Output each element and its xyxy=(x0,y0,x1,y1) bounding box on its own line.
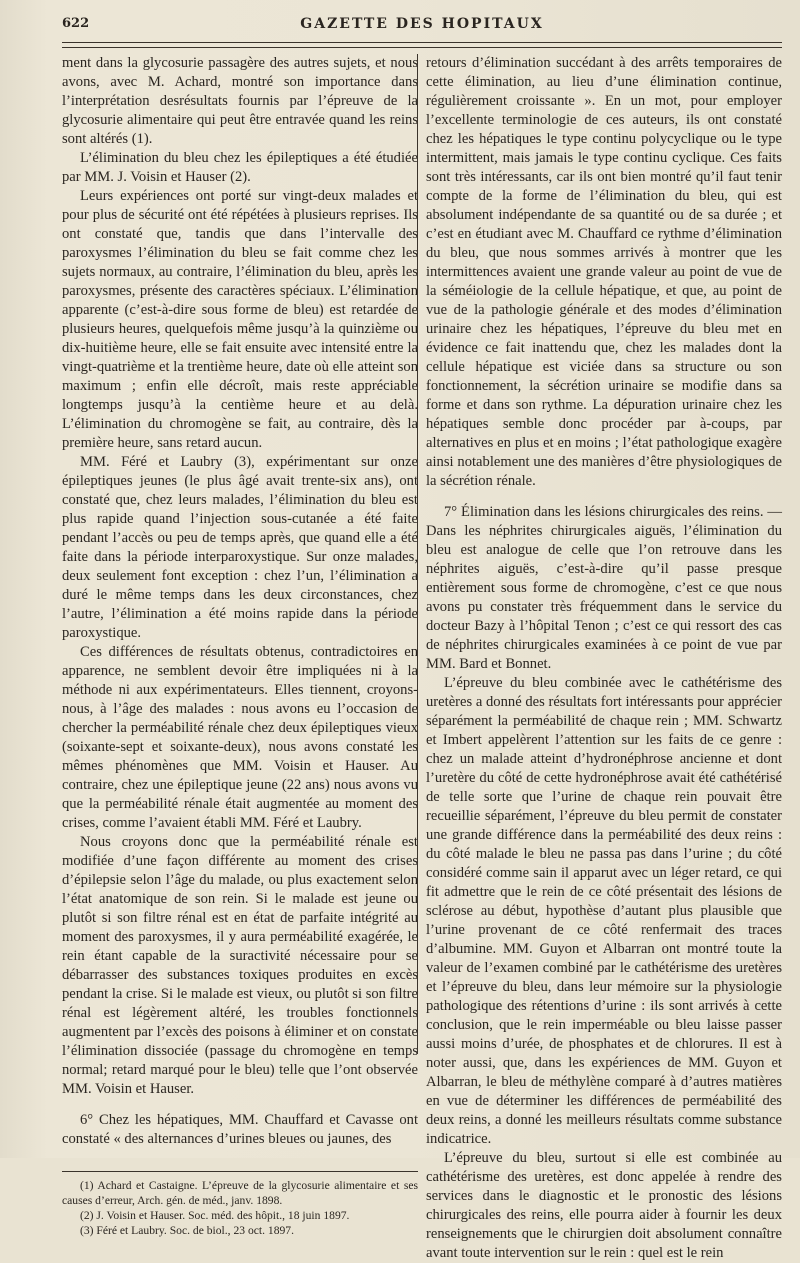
footnote: (1) Achard et Castaigne. L’épreuve de la glycosurie alimentaire et ses causes d’erreur, Arch. gén. de méd., janv. 1898. xyxy=(62,1179,418,1207)
header-rule xyxy=(62,42,782,43)
right-column xyxy=(426,54,782,1263)
column-divider xyxy=(417,54,418,1054)
paragraph: Ces différences de résultats obtenus, contradictoires en apparence, ne semblent devoir être impliquées ni à la méthode ni aux expérimentateurs. Elles tiennent, croyons-nous, à l’âge des malades : nous avons eu l’occasion de chercher la perméabilité rénale chez deux épileptiques vieux (soixante-sept et soixante-deux), nous avons constaté les mêmes phénomènes que MM. Voisin et Hauser. Au contraire, chez une épileptique jeune (22 ans) nous avons vu que la perméabilité rénale était augmentée au moment des crises, comme l’avaient établi MM. Féré et Laubry. xyxy=(62,644,418,831)
footnote: (3) Féré et Laubry. Soc. de biol., 23 oct. 1897. xyxy=(80,1224,295,1237)
footnote-rule xyxy=(62,1171,418,1172)
running-title: GAZETTE DES HOPITAUX xyxy=(300,16,544,32)
paragraph: Leurs expériences ont porté sur vingt-deux malades et pour plus de sécurité ont été répétées à plusieurs reprises. Ils ont constaté que, tandis que dans l’intervalle des paroxysmes l’élimination du bleu se fait comme chez les sujets normaux, au contraire, l’élimination du bleu, après les paroxysmes, présente des caractères spéciaux. L’élimination apparente (c’est-à-dire sous forme de bleu) est retardée de plusieurs heures, quelquefois même jusqu’à la quinzième ou dix-huitième heure, elle se fait ensuite avec intensité entre la vingt-quatrième et la trentième heure, date où elle atteint son maximum ; enfin elle décroît, mais reste appréciable longtemps jusqu’à la centième heure et au delà. L’élimination du chromogène se fait, au contraire, dès la première heure, sans retard aucun. xyxy=(62,188,418,451)
page-number: 622 xyxy=(62,16,90,31)
paragraph: ment dans la glycosurie passagère des autres sujets, et nous avons, avec M. Achard, montré son importance dans l’interprétation desrésultats fournis par l’épreuve de la glycosurie alimentaire qui peut être entravée quand les reins sont altérés (1). xyxy=(62,55,418,147)
section-heading-paragraph: 7° Élimination dans les lésions chirurgicales des reins. — Dans les néphrites chirurgicales aiguës, l’élimination du bleu est analogue de celle que l’on retrouve dans les néphrites aiguës, c’est-à-dire qu’il passe presque entièrement sous forme de chromogène, c’est ce que nous avons pu constater très fréquemment dans le service du docteur Bazy à l’hôpital Tenon ; c’est ce qui ressort des cas de néphrites chirurgicales examinées à ce point de vue par MM. Bard et Bonnet. xyxy=(426,504,782,672)
left-column xyxy=(62,54,418,1238)
paragraph: retours d’élimination succédant à des arrêts temporaires de cette élimination, au lieu d’une élimination continue, régulièrement croissante ». En un mot, pour employer l’excellente terminologie de ces auteurs, ils ont constaté chez les hépatiques le type continu polycyclique ou le type intermittent, mais jamais le type continu cyclique. Ces faits sont très intéressants, car ils ont bien montré qu’il faut tenir compte de la forme de l’élimination du bleu, qui est absolument indépendante de sa quantité ou de sa durée ; et c’est en étudiant avec M. Chauffard ce rythme d’élimination du bleu, que nous sommes arrivés à montrer que les intermittences avaient une grande valeur au point de vue de la séméiologie de la cellule hépatique, et que, au point de vue de la pathologie générale et des modes d’élimination urinaire chez les hépatiques, l’épreuve du bleu met en évidence ce fait inattendu que, chez les malades dont la cellule hépatique est viciée dans sa structure ou son fonctionnement, la sécrétion urinaire se modifie dans sa forme et dans son rythme. La dépuration urinaire chez les hépatiques semble donc procéder par à-coups, par alternatives en plus et en moins ; l’état pathologique exagère ainsi notablement une des manières d’être physiologiques de la sécrétion rénale. xyxy=(426,55,782,489)
paragraph: L’élimination du bleu chez les épileptiques a été étudiée par MM. J. Voisin et Hauser (2). xyxy=(62,150,418,185)
paragraph: L’épreuve du bleu combinée avec le cathétérisme des uretères a donné des résultats fort intéressants pour apprécier séparément la perméabilité de chaque rein ; MM. Schwartz et Imbert appelèrent l’attention sur les faits de ce genre : chez un malade atteint d’hydronéphrose ancienne et dont l’uretère du côté de cette hydronéphrose avait été cathétérisé de telle sorte que l’urine de chaque rein pouvait être recueillie séparément, l’épreuve du bleu permit de constater une grande différence dans la perméabilité des deux reins : du côté malade le bleu ne passa pas dans l’urine ; du côté considéré comme sain il apparut avec un léger retard, ce qui fit admettre que le rein de ce côté présentait des lésions de sclérose au début, hypothèse d’autant plus plausible que l’urine provenant de ce côté renfermait des traces d’albumine. MM. Guyon et Albarran ont montré toute la valeur de l’examen combiné par le cathétérisme des uretères et l’épreuve du bleu, dans leur mémoire sur la physiologie pathologique des rétentions d’urine : ils sont arrivés à cette conclusion, que le rein imperméable ou bleu laisse passer aussi moins d’urée, de phosphates et de chlorures. Il est à noter aussi, que, dans les expériences de MM. Guyon et Albarran, le bleu de méthylène comparé à d’autres matières en vue de déterminer les différences de perméabilité des deux reins, a donné les meilleurs résultats comme substance indicatrice. xyxy=(426,675,782,1147)
section-heading-paragraph: 6° Chez les hépatiques, MM. Chauffard et Cavasse ont constaté « des alternances d’urines bleues ou jaunes, des xyxy=(62,1112,418,1147)
paragraph: MM. Féré et Laubry (3), expérimentant sur onze épileptiques jeunes (le plus âgé avait trente-six ans), ont constaté que, chez leurs malades, l’élimination du bleu est plus rapide quand l’injection sous-cutanée a été faite pendant l’accès ou peu de temps après, que quand elle a été faite dans la période interparoxystique. Sur onze malades, deux seulement font exception : chez l’un, l’élimination a duré le même temps dans les deux circonstances, chez l’autre, l’élimination a été moins rapide dans la période paroxystique. xyxy=(62,454,418,641)
paragraph: Nous croyons donc que la perméabilité rénale est modifiée d’une façon différente au moment des crises d’épilepsie selon l’âge du malade, ou plus exactement selon l’état anatomique de son rein. Si le malade est jeune ou plutôt si son filtre rénal est en état de parfaite intégrité au moment des paroxysmes, il y aura perméabilité exagérée, le rein étant capable de la suractivité nécessaire pour se débarrasser des substances toxiques produites en excès pendant la crise. Si le malade est vieux, ou plutôt si son filtre rénal est légèrement altéré, les troubles fonctionnels augmentent par l’excès des poisons à éliminer et on constate l’élimination dissociée (passage du chromogène en temps normal; retard marqué pour le bleu) telle que l’ont observée MM. Voisin et Hauser. xyxy=(62,834,418,1097)
page-header xyxy=(62,16,782,36)
footnote: (2) J. Voisin et Hauser. Soc. méd. des hôpit., 18 juin 1897. xyxy=(80,1209,350,1222)
paragraph: L’épreuve du bleu, surtout si elle est combinée au cathétérisme des uretères, est donc appelée à rendre des services dans le diagnostic et le pronostic des lésions chirurgicales des reins, elle pourra aider à fournir les deux renseignements que le chirurgien doit absolument connaître avant toute intervention sur le rein : quel est le rein xyxy=(426,1150,782,1261)
header-rule-secondary xyxy=(62,47,782,48)
